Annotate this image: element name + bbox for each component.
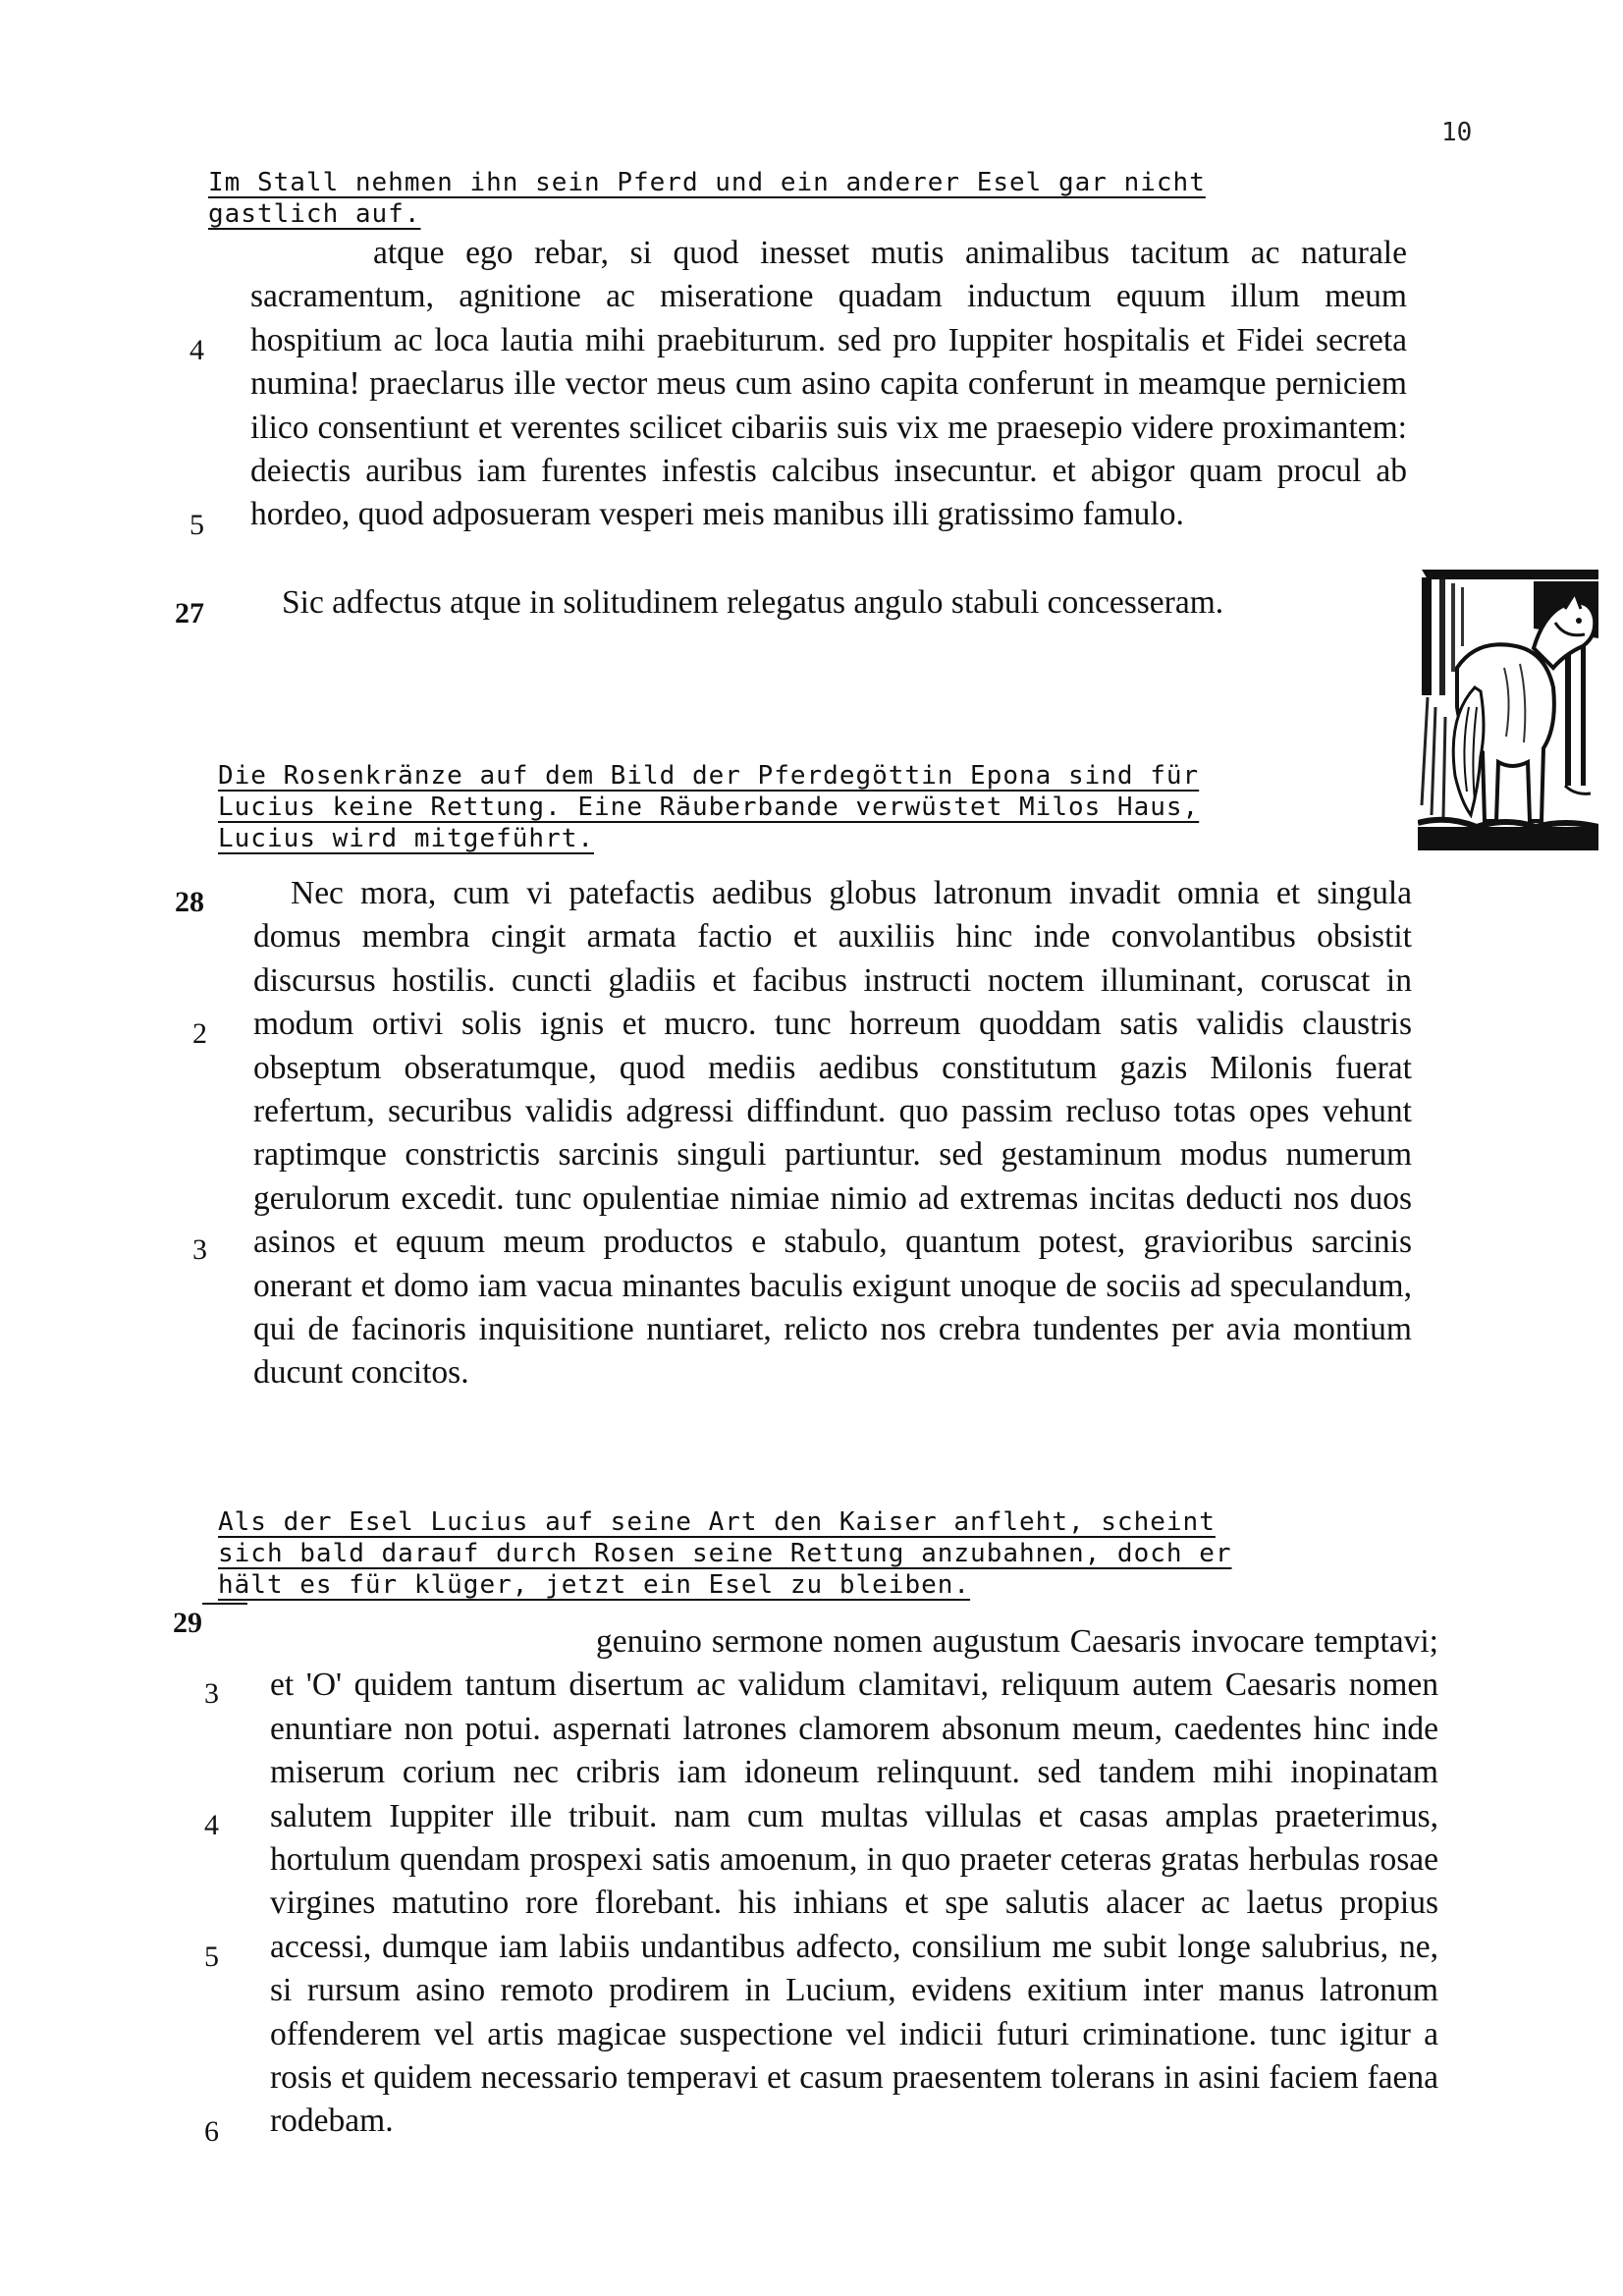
line-number: 4 bbox=[204, 1809, 219, 1841]
summary-line: Die Rosenkränze auf dem Bild der Pferdegöttin Epona sind für bbox=[218, 761, 1200, 791]
summary-line: hält es für klüger, jetzt ein Esel zu bleiben. bbox=[218, 1570, 971, 1600]
summary-line: Im Stall nehmen ihn sein Pferd und ein anderer Esel gar nicht bbox=[208, 168, 1206, 197]
line-number: 5 bbox=[189, 509, 204, 541]
page-number: 10 bbox=[1441, 118, 1473, 147]
latin-passage-3: genuino sermone nomen augustum Caesaris invocare temptavi; et 'O' quidem tantum disertum ac validum clamitavi, reliquum autem Caesaris nomen enuntiare non potui. aspernati latrones clamorem absonum meum, caedentes hinc inde miserum corium nec cribris iam idoneum relinquunt. sed tandem mihi inopinatam salutem Iuppiter ille tribuit. nam cum multas villulas et casas amplas praeterimus, hortulum quendam prospexi satis amoenum, in quo praeter ceteras gratas herbulas rosae virgines matutino rore florebant. his inhians et spe salutis alacer ac laetus propius accessi, dumque iam labiis undantibus adfecto, consilium me subit longe salubrius, ne, si rursum asino remoto prodirem in Lucium, evidens exitium inter manus latronum offenderem vel artis magicae suspectione vel indicii futuri criminatione. tunc igitur a rosis et quidem necessario temperavi et casum praesentem tolerans in asini faciem faena rodebam. bbox=[270, 1623, 1438, 2140]
line-number: 6 bbox=[204, 2115, 219, 2148]
section-number: 27 bbox=[175, 597, 204, 629]
summary-line: Lucius wird mitgeführt. bbox=[218, 824, 595, 853]
summary-line: Als der Esel Lucius auf seine Art den Kaiser anfleht, scheint bbox=[218, 1507, 1216, 1537]
line-number: 5 bbox=[204, 1941, 219, 1973]
summary-box-2 bbox=[218, 760, 1199, 854]
line-number: 4 bbox=[189, 334, 204, 366]
latin-passage-1b: Sic adfectus atque in solitudinem relegatus angulo stabuli concesseram. bbox=[282, 584, 1224, 621]
line-number: 2 bbox=[192, 1017, 207, 1050]
summary-line: Lucius keine Rettung. Eine Räuberbande verwüstet Milos Haus, bbox=[218, 793, 1200, 822]
summary-line: sich bald darauf durch Rosen seine Rettung anzubahnen, doch er bbox=[218, 1539, 1232, 1568]
line-number: 3 bbox=[192, 1233, 207, 1266]
latin-passage-2: Nec mora, cum vi patefactis aedibus globus latronum invadit omnia et singula domus membra cingit armata factio et auxiliis hinc inde convolantibus obsistit discursus hostilis. cuncti gladiis et facibus instructi noctem illuminant, coruscat in modum ortivi solis ignis et mucro. tunc horreum quoddam satis validis claustris obseptum obseratumque, quod mediis aedibus constitutum gazis Milonis fuerat refertum, securibus validis adgressi diffindunt. quo passim recluso totas opes vehunt raptimque constrictis sarcinis singuli partiuntur. sed gestaminum modus numerum gerulorum excedit. tunc opulentiae nimiae nimio ad extremas incitas deducti nos duos asinos et equum meum productos e stabulo, quantum potest, gravioribus sarcinis onerant et domo iam vacua minantes baculis exigunt unoque de sociis ad speculandum, qui de facinoris inquisitione nuntiaret, relicto nos crebra tundentes per avia montium ducunt concitos. bbox=[253, 875, 1412, 1392]
summary-box-3 bbox=[218, 1506, 1232, 1601]
summary-line: gastlich auf. bbox=[208, 199, 421, 229]
horse-illustration bbox=[1418, 570, 1598, 850]
line-number: 3 bbox=[204, 1677, 219, 1710]
section-number: 28 bbox=[175, 886, 204, 918]
section-rule bbox=[202, 1603, 247, 1605]
section-number: 29 bbox=[173, 1607, 202, 1639]
summary-box-1 bbox=[208, 167, 1206, 230]
latin-passage-1: atque ego rebar, si quod inesset mutis animalibus tacitum ac naturale sacramentum, agnitione ac miseratione quadam inductum equum illum meum hospitium ac loca lautia mihi praebiturum. sed pro Iuppiter hospitalis et Fidei secreta numina! praeclarus ille vector meus cum asino capita conferunt in meamque perniciem ilico consentiunt et verentes scilicet cibariis suis vix me praesepio videre proximantem: deiectis auribus iam furentes infestis calcibus insecuntur. et abigor quam procul ab hordeo, quod adposueram vesperi meis manibus illi gratissimo famulo. bbox=[250, 235, 1407, 533]
